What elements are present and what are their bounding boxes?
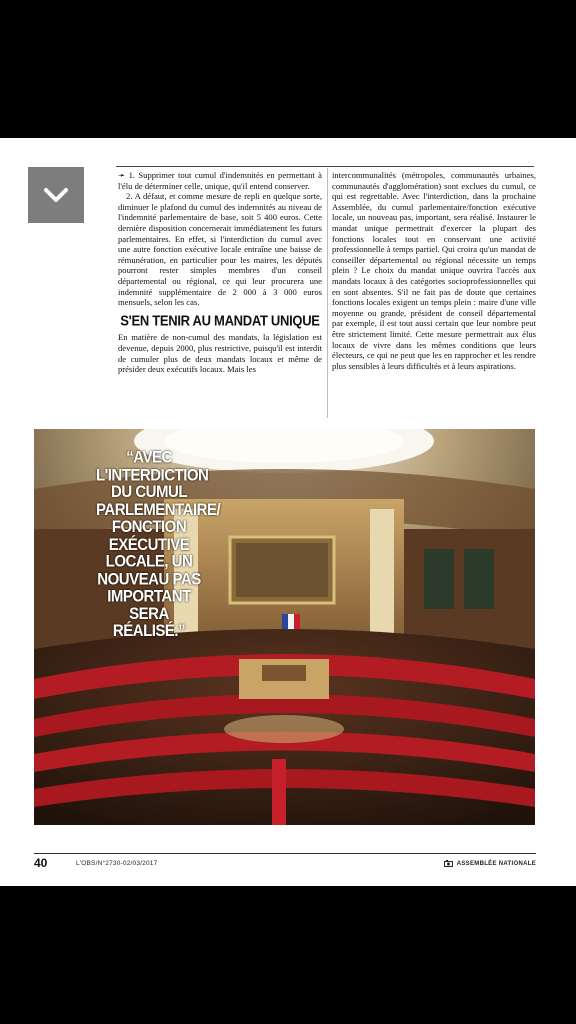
- section-paragraph: En matière de non-cumul des mandats, la législation est devenue, depuis 2000, plus restrictive, puisqu'il est interdit de cumuler plus de deux mandats locaux et même de présider deux exécutifs locaux. Mais les: [118, 332, 322, 375]
- right-paragraph: intercommunalités (métropoles, communautés urbaines, communautés d'agglomération) sont exclues du cumul, ce qui est regrettable. Avec l'interdiction, dans la prochaine Assemblée, du cumul parlementaire/fonction exécutive locale, un nouveau pas, important, sera réalisé. Instaurer le mandat unique permettrait d'exercer la plupart des fonctions locales tout en conservant une activité professionnelle à temps partiel. Qui croira qu'un mandat de conseiller départemental ou régional nécessite un temps plein ? Le choix du mandat unique ouvrira l'accès aux mandats locaux à des catégories socioprofessionnelles qui en sont absentes. S'il ne fait pas de doute que certaines fonctions locales exigent un temps plein : maire d'une ville moyenne ou grande, président de conseil départemental par exemple, il est tout aussi certain que leur nombre peut être strictement limité. Cette mesure permettrait aux élus locaux de vivre dans les mêmes conditions que leurs électeurs, ce qui ne peut que les en rapprocher et les rendre plus sensibles à leurs difficultés et à leurs aspirations.: [332, 170, 536, 371]
- paragraph-1: ➛ 1. Supprimer tout cumul d'indemnités en permettant à l'élu de déterminer celle, unique, qu'il entend conserver.: [118, 170, 322, 191]
- page-number: 40: [34, 856, 48, 870]
- magazine-page: [0, 138, 576, 886]
- collapse-button[interactable]: [28, 167, 84, 223]
- paragraph-2: 2. A défaut, et comme mesure de repli en quelque sorte, diminuer le plafond du cumul des indemnités au niveau de l'indemnité parlementaire de base, soit 5 400 euros. Cette dernière disposition concernerait immédiatement les futurs parlementaires. En effet, si l'interdiction du cumul avec une autre fonction exécutive locale entraîne une baisse de rémunération, en particulier pour les maires, les députés pourront rester simples membres d'un conseil départemental ou régional, ce qui leur procurera une indemnité supplémentaire de 2 000 à 3 000 euros mensuels, selon les cas.: [118, 191, 322, 308]
- section-label: [444, 860, 536, 867]
- section-title: S'EN TENIR AU MANDAT UNIQUE: [120, 311, 320, 329]
- section-label-text: ASSEMBLÉE NATIONALE: [456, 860, 536, 867]
- top-rule: [116, 166, 534, 167]
- left-column: [118, 170, 322, 375]
- footer-rule: [34, 853, 536, 854]
- issue-info: L'OBS/N°2730-02/03/2017: [76, 860, 158, 867]
- right-column: [332, 170, 536, 371]
- column-divider: [327, 168, 328, 418]
- assembly-photo: [34, 429, 535, 825]
- camera-icon: [444, 860, 453, 867]
- chevron-down-icon: [43, 187, 69, 203]
- pull-quote: “AVEC L'INTERDICTION DU CUMUL PARLEMENTAIRE/ FONCTION EXÉCUTIVE LOCALE, UN NOUVEAU PAS IMPORTANT SERA RÉALISÉ.”: [96, 447, 221, 641]
